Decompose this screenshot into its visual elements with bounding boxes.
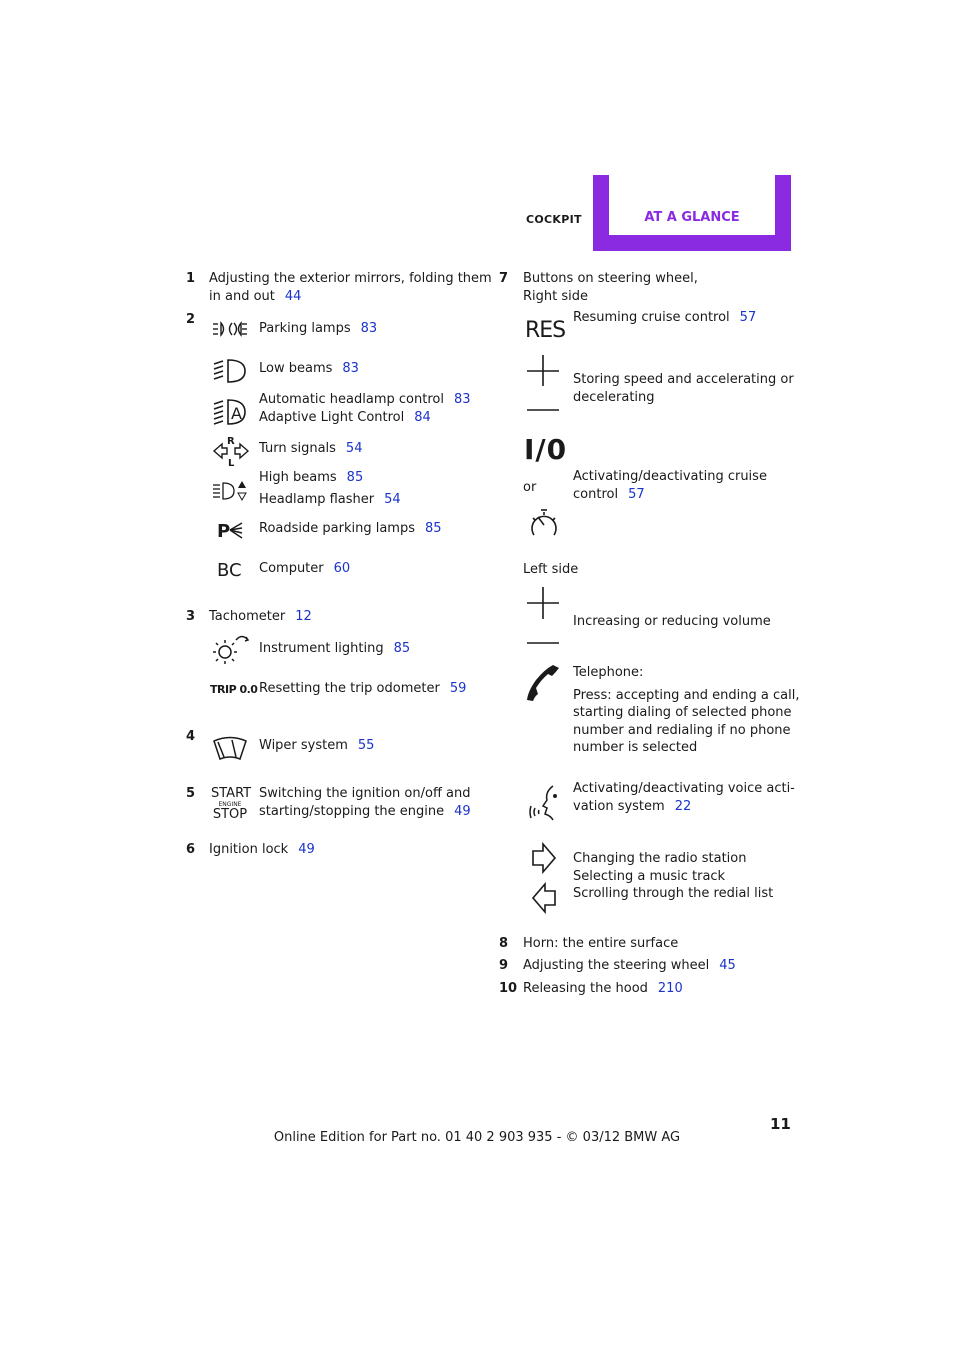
item-number-3: 3: [186, 609, 196, 624]
roadside-parking-lamps-icon: [217, 520, 245, 540]
instrument-lighting-row: [259, 640, 410, 658]
cruise-toggle-line-b: [573, 486, 767, 504]
footer-edition: Online Edition for Part no. 01 40 2 903 935 - © 03/12 BMW AG: [273, 1130, 681, 1145]
parking-lamps-icon: [212, 320, 248, 338]
item-1-text: [209, 270, 492, 305]
steering-wheel-label: Adjusting the steering wheel: [523, 958, 710, 973]
cruise-toggle-line-a: Activating/deactivating cruise: [573, 469, 767, 484]
ignition-switch-line-b-text: starting/stopping the engine: [259, 803, 445, 819]
computer-page-link[interactable]: 60: [333, 561, 351, 576]
start-stop-icon: [211, 786, 252, 822]
item-number-5: 5: [186, 786, 196, 801]
radio-line-3: Scrolling through the redial list: [573, 886, 774, 901]
horn-label: Horn: the entire surface: [523, 936, 679, 951]
item-number-6: 6: [186, 842, 196, 857]
telephone-title: Telephone:: [573, 665, 644, 680]
radio-line-2: Selecting a music track: [573, 868, 726, 884]
automatic-headlamp-icon: [213, 396, 247, 426]
cruise-toggle-page-link[interactable]: 57: [628, 486, 645, 502]
svg-text:L: L: [228, 458, 235, 469]
computer-icon: BC: [217, 560, 242, 581]
radio-line-1: Changing the radio station: [573, 851, 747, 866]
telephone-text: [573, 664, 799, 757]
instrument-lighting-page-link[interactable]: 85: [393, 641, 411, 656]
item-number-7: 7: [499, 271, 509, 286]
adaptive-light-label: Adaptive Light Control: [259, 409, 405, 425]
roadside-parking-label: Roadside parking lamps: [259, 521, 415, 536]
wiper-page-link[interactable]: 55: [357, 738, 375, 753]
high-beams-rows: [259, 469, 401, 508]
left-side-heading: Left side: [523, 562, 579, 577]
headlamp-flasher-page-link[interactable]: 54: [384, 491, 401, 507]
headlamp-flasher-label: Headlamp flasher: [259, 491, 375, 507]
item-number-9: 9: [499, 958, 509, 973]
hood-page-link[interactable]: 210: [657, 981, 683, 996]
ignition-switch-line-a: Switching the ignition on/off and: [259, 786, 471, 801]
arrow-left-icon: [531, 882, 557, 914]
resume-cruise-row: [573, 309, 756, 327]
voice-activation-line-b: [573, 798, 795, 816]
parking-lamps-label: Parking lamps: [259, 321, 351, 336]
adaptive-light-row: [259, 409, 471, 427]
tachometer-page-link[interactable]: 12: [295, 609, 312, 624]
telephone-line-1: Press: accepting and ending a call,: [573, 687, 800, 703]
svg-text:A: A: [231, 404, 242, 423]
parking-lamps-page-link[interactable]: 83: [360, 321, 378, 336]
voice-activation-line-a: Activating/deactivating voice acti-: [573, 781, 795, 796]
item-number-1: 1: [186, 271, 196, 286]
voice-activation-page-link[interactable]: 22: [674, 798, 692, 814]
or-label: or: [523, 480, 537, 495]
automatic-headlamp-rows: [259, 391, 471, 426]
instrument-lighting-label: Instrument lighting: [259, 641, 384, 656]
start-stop-icon-stop: STOP: [212, 807, 248, 822]
chapter-label: AT A GLANCE: [644, 210, 740, 225]
adaptive-light-page-link[interactable]: 84: [414, 409, 431, 425]
ignition-switch-text: [259, 785, 471, 820]
low-beams-page-link[interactable]: 83: [342, 361, 359, 376]
item-number-8: 8: [499, 936, 509, 951]
roadside-parking-page-link[interactable]: 85: [424, 521, 442, 536]
svg-text:P: P: [217, 521, 231, 542]
voice-activation-line-b-text: vation system: [573, 798, 665, 814]
steering-wheel-page-link[interactable]: 45: [719, 958, 736, 973]
resume-cruise-page-link[interactable]: 57: [739, 310, 757, 325]
telephone-line-4: number is selected: [573, 740, 698, 755]
cruise-on-off-icon: I/0: [524, 433, 568, 466]
item-1-line-a: Adjusting the exterior mirrors, folding them: [209, 271, 492, 286]
low-beams-row: [259, 360, 359, 378]
low-beams-label: Low beams: [259, 361, 333, 376]
section-label: COCKPIT: [526, 213, 582, 226]
tachometer-row: [209, 608, 312, 626]
start-stop-icon-start: START: [211, 786, 252, 801]
automatic-headlamp-page-link[interactable]: 83: [453, 392, 471, 407]
roadside-parking-row: [259, 520, 442, 538]
volume-label: Increasing or reducing volume: [573, 614, 771, 629]
item-1-line-b-text: in and out: [209, 288, 275, 304]
store-speed-text: [573, 371, 794, 406]
arrow-right-icon: [531, 842, 557, 874]
radio-text: [573, 850, 773, 903]
ignition-lock-row: [209, 841, 315, 859]
trip-odometer-icon: TRIP 0.0: [210, 683, 258, 696]
low-beams-icon: [213, 358, 247, 384]
wiper-row: [259, 737, 374, 755]
instrument-lighting-icon: [211, 632, 251, 668]
trip-odometer-row: [259, 680, 466, 698]
speedometer-icon: [527, 508, 561, 540]
high-beams-row: [259, 469, 401, 487]
item-number-4: 4: [186, 729, 196, 744]
voice-activation-text: [573, 780, 795, 815]
automatic-headlamp-label: Automatic headlamp control: [259, 392, 444, 407]
turn-signals-page-link[interactable]: 54: [345, 441, 363, 456]
high-beams-page-link[interactable]: 85: [346, 470, 364, 485]
parking-lamps-row: [259, 320, 377, 338]
telephone-line-2: starting dialing of selected phone: [573, 705, 792, 720]
trip-odometer-label: Resetting the trip odometer: [259, 681, 440, 696]
automatic-headlamp-row: [259, 391, 471, 409]
item-7-line-b: Right side: [523, 288, 588, 304]
voice-activation-icon: [527, 784, 561, 824]
item-1-page-link[interactable]: 44: [284, 288, 302, 304]
wiper-icon: [212, 733, 248, 761]
res-icon: RES: [525, 318, 566, 343]
store-speed-line-a: Storing speed and accelerating or: [573, 372, 794, 387]
plus-minus-volume-icon: [526, 586, 560, 646]
telephone-line-3: number and redialing if no phone: [573, 722, 791, 738]
turn-signals-icon: [213, 435, 249, 467]
turn-signals-label: Turn signals: [259, 441, 336, 456]
turn-signals-row: [259, 440, 362, 458]
telephone-icon: [525, 664, 561, 702]
page-number: 11: [770, 1115, 791, 1133]
hood-label: Releasing the hood: [523, 981, 648, 996]
resume-cruise-label: Resuming cruise control: [573, 310, 730, 325]
steering-wheel-row: [523, 957, 736, 975]
item-number-2: 2: [186, 312, 196, 327]
headlamp-flasher-row: [259, 491, 401, 509]
svg-text:R: R: [227, 436, 235, 447]
item-1-line-b: [209, 288, 492, 306]
hood-row: [523, 980, 683, 998]
ignition-lock-page-link[interactable]: 49: [298, 842, 315, 857]
ignition-switch-line-b: [259, 803, 471, 821]
item-7-line-a: Buttons on steering wheel,: [523, 271, 698, 286]
computer-label: Computer: [259, 561, 324, 576]
trip-odometer-page-link[interactable]: 59: [449, 681, 467, 696]
cruise-toggle-line-b-text: control: [573, 486, 619, 502]
high-beams-label: High beams: [259, 470, 337, 485]
high-beams-icon: [212, 480, 250, 502]
ignition-switch-page-link[interactable]: 49: [454, 803, 471, 819]
computer-row: [259, 560, 350, 578]
plus-minus-speed-icon: [526, 354, 560, 412]
wiper-label: Wiper system: [259, 738, 348, 753]
item-number-10: 10: [499, 981, 518, 996]
cruise-toggle-text: [573, 468, 767, 503]
ignition-lock-label: Ignition lock: [209, 842, 289, 857]
store-speed-line-b: decelerating: [573, 389, 655, 405]
start-stop-icon-engine: ENGINE: [218, 801, 242, 808]
tachometer-label: Tachometer: [209, 609, 286, 624]
item-7-text: [523, 270, 698, 305]
